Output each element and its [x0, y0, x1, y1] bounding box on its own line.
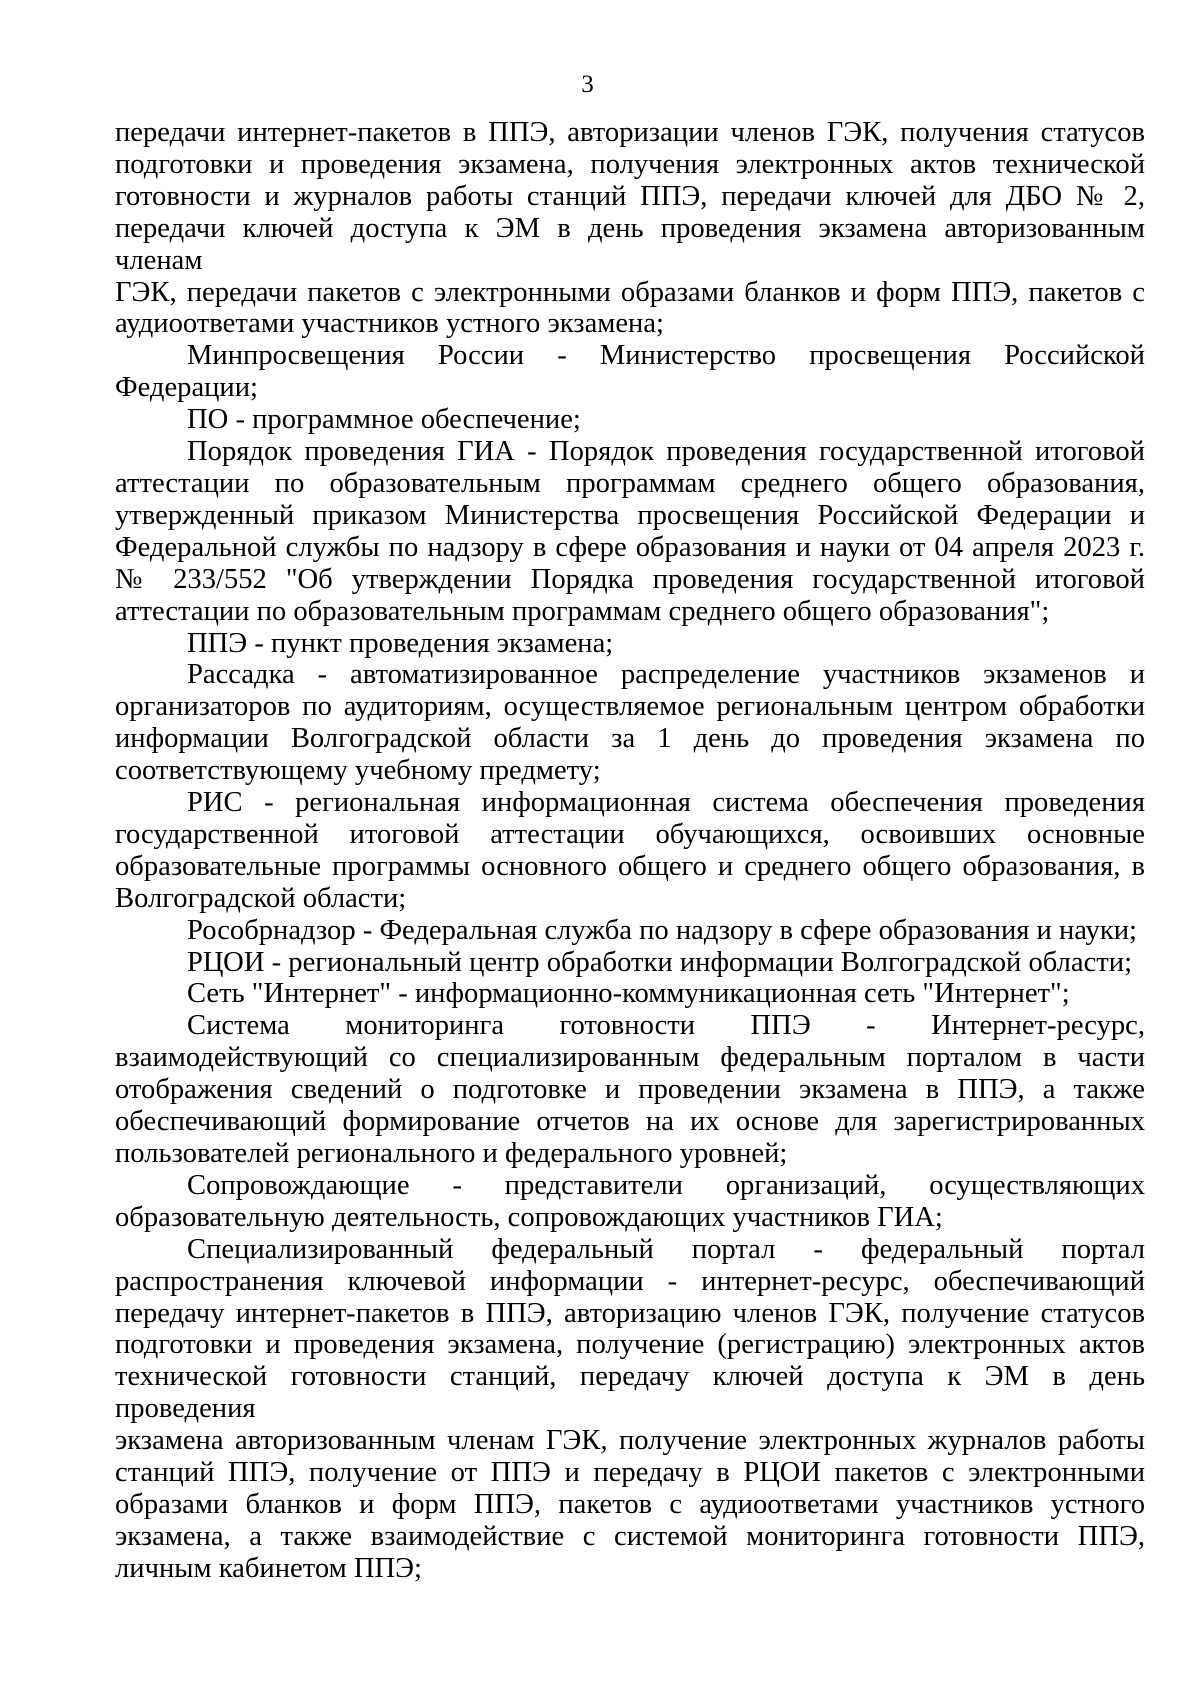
text-line: аудиоответами участников устного экзамена;: [115, 308, 664, 340]
paragraph: [115, 1010, 1145, 1170]
text-line: Система мониторинга готовности ППЭ - Интернет-ресурс,: [187, 1010, 1145, 1042]
paragraph: [115, 787, 1145, 915]
paragraph: [115, 404, 1145, 436]
text-line: подготовки и проведения экзамена, получение (регистрацию) электронных актов: [115, 1329, 1145, 1361]
text-line: государственной итоговой аттестации обучающихся, освоивших основные: [115, 818, 1145, 850]
paragraph: [115, 117, 1145, 340]
text-line: РИС - региональная информационная система обеспечения проведения: [187, 787, 1145, 819]
text-line: образовательную деятельность, сопровождающих участников ГИА;: [115, 1201, 943, 1233]
text-line: Рособрнадзор - Федеральная служба по надзору в сфере образования и науки;: [187, 914, 1137, 946]
paragraph: [115, 340, 1145, 404]
text-line: Сеть "Интернет" - информационно-коммуникационная сеть "Интернет";: [187, 978, 1070, 1010]
text-line: обеспечивающий формирование отчетов на их основе для зарегистрированных: [115, 1106, 1145, 1138]
text-line: РЦОИ - региональный центр обработки информации Волгоградской области;: [187, 946, 1133, 978]
paragraph: [115, 436, 1145, 627]
text-line: № 233/552 "Об утверждении Порядка проведения государственной итоговой: [115, 563, 1145, 595]
paragraph: [115, 915, 1145, 947]
text-line: Сопровождающие - представители организаций, осуществляющих: [187, 1169, 1145, 1201]
text-line: ПО - программное обеспечение;: [187, 404, 581, 436]
text-line: Федеральной службы по надзору в сфере образования и науки от 04 апреля 2023 г.: [115, 531, 1145, 563]
text-line: Рассадка - автоматизированное распределение участников экзаменов и: [187, 659, 1145, 691]
text-line: отображения сведений о подготовке и проведении экзамена в ППЭ, а также: [115, 1074, 1145, 1106]
text-line: станций ППЭ, получение от ППЭ и передачу в РЦОИ пакетов с электронными: [115, 1457, 1145, 1489]
text-line: готовности и журналов работы станций ППЭ, передачи ключей для ДБО № 2,: [115, 180, 1145, 212]
paragraph: [115, 1170, 1145, 1234]
text-line: аттестации по образовательным программам среднего общего образования,: [115, 467, 1145, 499]
text-line: распространения ключевой информации - интернет-ресурс, обеспечивающий: [115, 1265, 1145, 1297]
text-line: соответствующему учебному предмету;: [115, 755, 601, 787]
text-line: передачу интернет-пакетов в ППЭ, авторизацию членов ГЭК, получение статусов: [115, 1297, 1145, 1329]
text-line: подготовки и проведения экзамена, получения электронных актов технической: [115, 148, 1145, 180]
text-line: взаимодействующий со специализированным федеральным порталом в части: [115, 1042, 1145, 1074]
text-line: экзамена, а также взаимодействие с системой мониторинга готовности ППЭ,: [115, 1520, 1145, 1552]
text-line: передачи интернет-пакетов в ППЭ, авторизации членов ГЭК, получения статусов: [115, 117, 1145, 148]
text-line: Порядок проведения ГИА - Порядок проведения государственной итоговой: [187, 436, 1145, 468]
text-line: ГЭК, передачи пакетов с электронными образами бланков и форм ППЭ, пакетов с: [115, 276, 1145, 308]
text-line: ППЭ - пункт проведения экзамена;: [187, 627, 614, 659]
text-line: пользователей регионального и федерального уровней;: [115, 1138, 788, 1169]
text-line: Федерации;: [115, 372, 258, 404]
text-line: аттестации по образовательным программам среднего общего образования";: [115, 595, 1050, 627]
text-line: личным кабинетом ППЭ;: [115, 1552, 422, 1584]
text-line: передачи ключей доступа к ЭМ в день проведения экзамена авторизованным членам: [115, 212, 1145, 276]
text-line: Волгоградской области;: [115, 882, 407, 914]
text-line: образами бланков и форм ППЭ, пакетов с аудиоответами участников устного: [115, 1488, 1145, 1520]
text-line: экзамена авторизованным членам ГЭК, получение электронных журналов работы: [115, 1425, 1145, 1457]
text-line: Специализированный федеральный портал - федеральный портал: [187, 1233, 1145, 1265]
text-line: организаторов по аудиториям, осуществляемое региональным центром обработки: [115, 691, 1145, 723]
paragraph: [115, 659, 1145, 787]
paragraph: [115, 1234, 1145, 1585]
paragraph: [115, 628, 1145, 660]
text-line: Минпросвещения России - Министерство просвещения Российской: [187, 340, 1145, 372]
text-line: технической готовности станций, передачу ключей доступа к ЭМ в день проведения: [115, 1361, 1145, 1425]
paragraph: [115, 947, 1145, 979]
text-line: утвержденный приказом Министерства просвещения Российской Федерации и: [115, 499, 1145, 531]
document-body: [115, 117, 1145, 1585]
page-number: 3: [581, 71, 594, 98]
text-line: информации Волгоградской области за 1 день до проведения экзамена по: [115, 723, 1145, 755]
text-line: образовательные программы основного общего и среднего общего образования, в: [115, 850, 1145, 882]
paragraph: [115, 978, 1145, 1010]
